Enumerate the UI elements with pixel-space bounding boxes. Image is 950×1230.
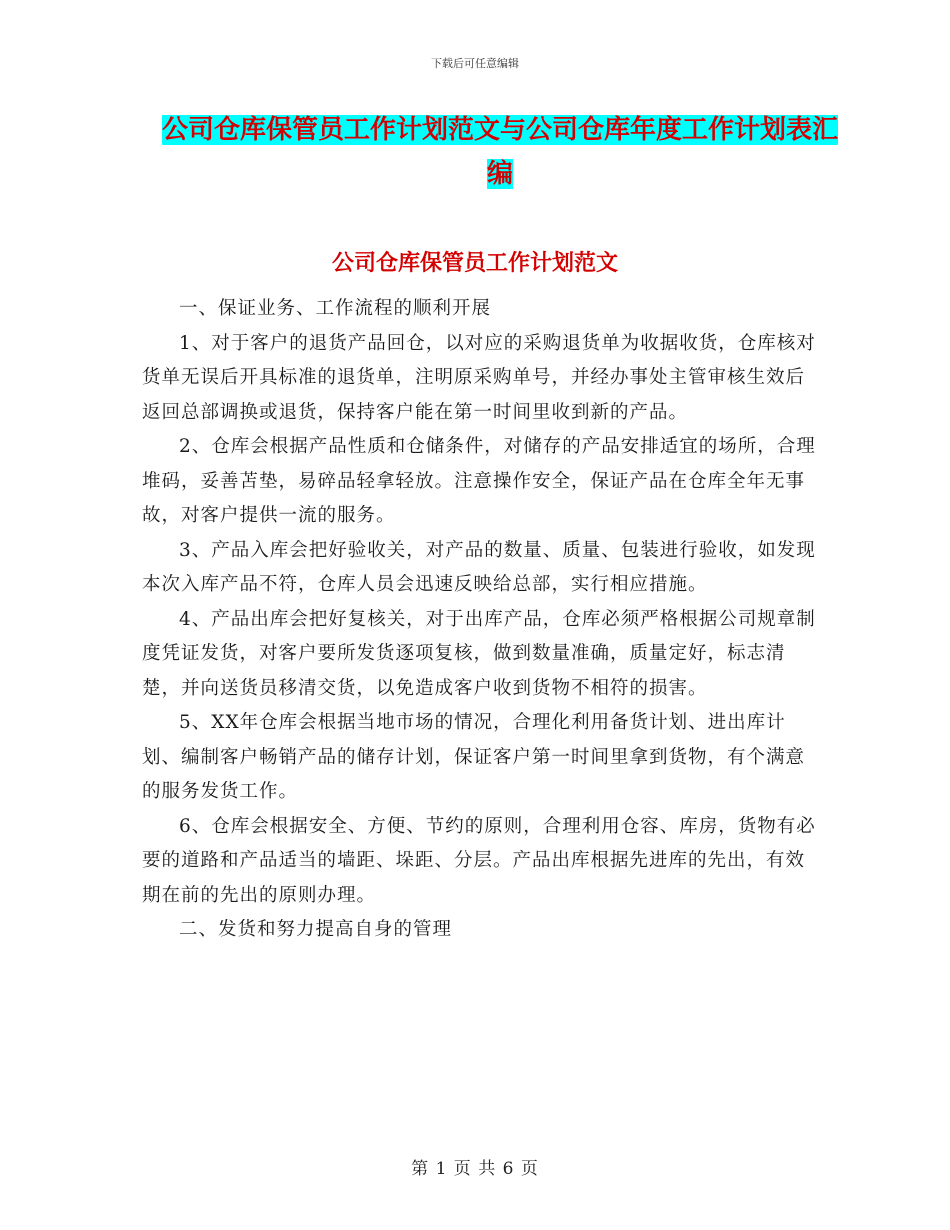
paragraph-1: 1、对于客户的退货产品回仓，以对应的采购退货单为收据收货，仓库核对货单无误后开具标准的退货单，注明原采购单号，并经办事处主管审核生效后返回总部调换或退货，保持客户能在第一时间里收到新的产品。 bbox=[142, 332, 816, 423]
document-title-text: 公司仓库保管员工作计划范文与公司仓库年度工作计划表汇编 bbox=[161, 115, 838, 189]
header-note: 下载后可任意编辑 bbox=[431, 57, 519, 70]
paragraph-5: 5、XX年仓库会根据当地市场的情况，合理化利用备货计划、进出库计划、编制客户畅销产品的储存计划，保证客户第一时间里拿到货物，有个满意的服务发货工作。 bbox=[142, 712, 806, 802]
section-title: 公司仓库保管员工作计划范文 bbox=[331, 251, 618, 276]
paragraph-2: 2、仓库会根据产品性质和仓储条件，对储存的产品安排适宜的场所，合理堆码，妥善苫垫，易碎品轻拿轻放。注意操作安全，保证产品在仓库全年无事故，对客户提供一流的服务。 bbox=[142, 436, 816, 526]
paragraph-heading-1: 一、保证业务、工作流程的顺利开展 bbox=[179, 298, 492, 319]
page-footer: 第 1 页 共 6 页 bbox=[411, 1159, 539, 1179]
paragraph-4: 4、产品出库会把好复核关，对于出库产品，仓库必须严格根据公司规章制度凭证发货，对客户要所发货逐项复核，做到数量准确，质量定好，标志清楚，并向送货员移清交货，以免造成客户收到货物不相符的损害。 bbox=[142, 608, 816, 699]
paragraph-6: 6、仓库会根据安全、方便、节约的原则，合理利用仓容、库房，货物有必要的道路和产品适当的墙距、垛距、分层。产品出库根据先进库的先出，有效期在前的先出的原则办理。 bbox=[142, 815, 816, 906]
paragraph-heading-2: 二、发货和努力提高自身的管理 bbox=[179, 919, 453, 940]
document-body bbox=[142, 292, 822, 948]
document-title bbox=[150, 108, 850, 196]
paragraph-3: 3、产品入库会把好验收关，对产品的数量、质量、包装进行验收，如发现本次入库产品不符，仓库人员会迅速反映给总部，实行相应措施。 bbox=[142, 539, 816, 595]
